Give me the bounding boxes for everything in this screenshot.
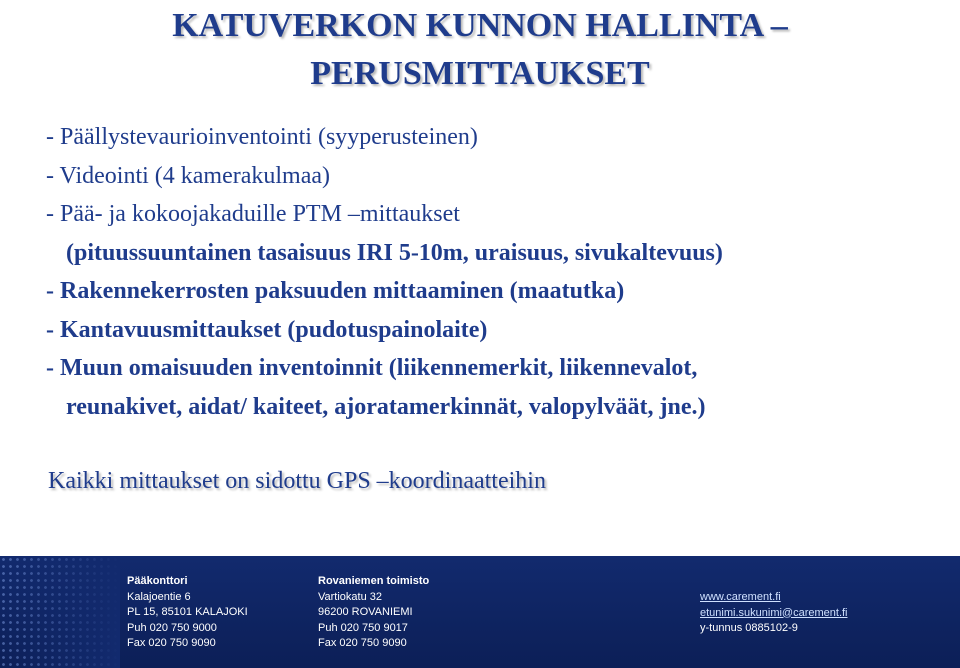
footer-dot-pattern [0, 556, 120, 668]
head-office-postal: PL 15, 85101 KALAJOKI [127, 606, 248, 618]
slide-title [0, 2, 960, 98]
bullet-item-continuation: reunakivet, aidat/ kaiteet, ajoratamerkinnät, valopylväät, jne.) [66, 393, 706, 420]
rovaniemi-fax: Fax 020 750 9090 [318, 637, 407, 649]
title-line-2: PERUSMITTAUKSET [310, 55, 650, 92]
business-id: y-tunnus 0885102-9 [700, 622, 798, 634]
bullet-item: - Pää- ja kokoojakaduille PTM –mittaukset [46, 201, 460, 227]
bullet-item: - Videointi (4 kamerakulmaa) [46, 162, 331, 189]
bullet-item-continuation: (pituussuuntainen tasaisuus IRI 5-10m, uraisuus, sivukaltevuus) [66, 239, 723, 266]
head-office-phone: Puh 020 750 9000 [127, 621, 217, 634]
head-office-street: Kalajoentie 6 [127, 590, 191, 603]
bullet-item: - Rakennekerrosten paksuuden mittaaminen (maatutka) [46, 278, 625, 304]
rovaniemi-street: Vartiokatu 32 [318, 590, 383, 603]
footer-contact [700, 590, 848, 637]
rovaniemi-heading: Rovaniemen toimisto [318, 575, 430, 587]
website-link[interactable]: www.carement.fi [700, 591, 781, 603]
footer-rovaniemi-office [318, 574, 429, 652]
footer-bar [0, 556, 960, 668]
title-line-1: KATUVERKON KUNNON HALLINTA – [172, 7, 788, 44]
head-office-heading: Pääkonttori [127, 575, 188, 587]
rovaniemi-postal: 96200 ROVANIEMI [318, 606, 413, 618]
gps-statement: Kaikki mittaukset on sidottu GPS –koordinaatteihin [48, 468, 546, 494]
footer-head-office [127, 574, 248, 652]
bullet-list [46, 118, 946, 426]
head-office-fax: Fax 020 750 9090 [127, 637, 216, 649]
bullet-item: - Muun omaisuuden inventoinnit (liikennemerkit, liikennevalot, [46, 355, 698, 381]
bullet-item: - Päällystevaurioinventointi (syyperusteinen) [46, 124, 478, 150]
rovaniemi-phone: Puh 020 750 9017 [318, 621, 408, 634]
bullet-item: - Kantavuusmittaukset (pudotuspainolaite) [46, 316, 488, 343]
email-link[interactable]: etunimi.sukunimi@carement.fi [700, 606, 848, 619]
